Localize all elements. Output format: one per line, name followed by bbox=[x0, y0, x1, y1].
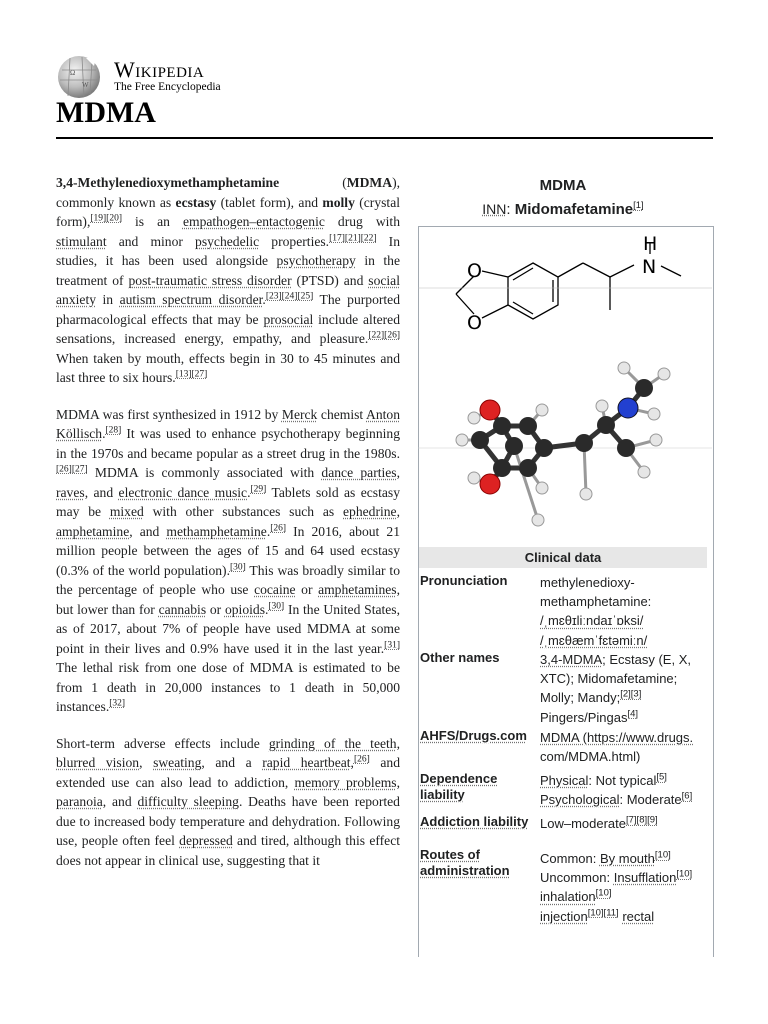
citation[interactable]: [28] bbox=[105, 425, 122, 436]
link-merck[interactable]: Merck bbox=[281, 406, 318, 422]
link-injection[interactable]: injection bbox=[540, 908, 588, 924]
citation[interactable]: [5] bbox=[656, 771, 667, 783]
infobox bbox=[413, 176, 713, 924]
ipa-link[interactable]: /ˌmɛθæmˈfɛtəmiːn/ bbox=[540, 632, 648, 648]
citation[interactable]: [17][21][22] bbox=[329, 232, 377, 243]
page-title: MDMA bbox=[56, 96, 156, 129]
citation[interactable]: [26][27] bbox=[56, 464, 88, 475]
link-opioids[interactable]: opioids bbox=[224, 601, 265, 617]
svg-text:H: H bbox=[643, 233, 658, 255]
puzzle-globe-icon bbox=[56, 54, 102, 100]
row-value: Common: By mouth[10] Uncommon: Insufflation[10] inhalation[10] injection[10][11] rectal bbox=[540, 849, 693, 924]
svg-text:O: O bbox=[467, 260, 482, 282]
row-label[interactable]: Routes of administration bbox=[420, 847, 510, 878]
citation[interactable]: [31] bbox=[384, 639, 400, 650]
article-body bbox=[56, 173, 400, 887]
link-autism[interactable]: autism spectrum disorder bbox=[119, 292, 263, 307]
link-3-4-mdma[interactable]: 3,4-MDMA bbox=[540, 652, 603, 667]
link-physical[interactable]: Physical bbox=[540, 773, 589, 788]
row-label: Pronunciation bbox=[420, 573, 508, 588]
svg-text:Ω: Ω bbox=[70, 69, 76, 77]
citation[interactable]: [7][8][9] bbox=[626, 814, 658, 826]
row-value: Physical: Not typical[5] Psychological: Moderate[6] bbox=[540, 771, 693, 808]
citation[interactable]: [10][11] bbox=[587, 907, 619, 919]
skeletal-formula-image[interactable] bbox=[418, 228, 712, 546]
svg-text:O: O bbox=[467, 312, 482, 334]
link-memory-problems[interactable]: memory problems bbox=[294, 774, 397, 790]
citation[interactable]: [29] bbox=[250, 483, 267, 494]
link-psychological[interactable]: Psychological bbox=[540, 792, 620, 808]
link-cocaine[interactable]: cocaine bbox=[254, 582, 296, 597]
citation[interactable]: [4] bbox=[627, 708, 639, 720]
link-ephedrine[interactable]: ephedrine bbox=[343, 504, 397, 519]
clinical-data-header: Clinical data bbox=[419, 547, 707, 568]
link-edm[interactable]: electronic dance music bbox=[118, 484, 248, 500]
citation[interactable]: [2][3] bbox=[620, 689, 642, 701]
link-paranoia[interactable]: paranoia bbox=[56, 794, 103, 809]
infobox-title: MDMA bbox=[539, 177, 587, 194]
link-inhalation[interactable]: inhalation bbox=[540, 889, 596, 905]
inn-label[interactable]: INN bbox=[482, 201, 507, 217]
citation[interactable]: [10] bbox=[595, 888, 612, 900]
citation[interactable]: [10] bbox=[676, 868, 693, 880]
paragraph-history: MDMA was first synthesized in 1912 by Merck chemist Anton Köllisch.[28] It was used to enhance psychotherapy beginning in the 1970s and became popular as a street drug in the 1980s.[26][27] MDMA is commonly associated with dance parties, raves, and electronic dance music.[29] Tablets sold as ecstasy may be mixed with other substances such as ephedrine, amphetamine, and methamphetamine.[26] In 2016, about 21 million people between the ages of 15 and 64 used ecstasy (0.3% of the world population).[30] This was broadly similar to the percentage of people who use cocaine or amphetamines, but lower than for cannabis or opioids.[30] In the United States, as of 2017, about 7% of people have used MDMA at some point in their lives and 0.9% have used it in the last year.[31] The lethal risk from one dose of MDMA is estimated to be from 1 death in 20,000 instances to 1 death in 50,000 instances.[32] bbox=[56, 406, 401, 714]
paragraph-effects: Short-term adverse effects include grinding of the teeth, blurred vision, sweating, and a rapid heartbeat,[26] and extended use can also lead to addiction, memory problems, paranoia, and difficulty sleeping. Deaths have been reported due to increased body temperature and dehydration. Following use, people often feel depressed and tired, although this effect does not appear in clinical use, suggesting that it bbox=[56, 735, 400, 868]
citation[interactable]: [32] bbox=[109, 698, 126, 709]
link-depressed[interactable]: depressed bbox=[179, 833, 233, 848]
link-ptsd[interactable]: post-traumatic stress disorder bbox=[128, 272, 292, 288]
link-sweating[interactable]: sweating bbox=[153, 755, 202, 770]
link-stimulant[interactable]: stimulant bbox=[56, 233, 107, 249]
link-bruxism[interactable]: grinding of the teeth bbox=[268, 735, 397, 751]
link-psychedelic[interactable]: psychedelic bbox=[195, 233, 260, 249]
link-insufflation[interactable]: Insufflation bbox=[613, 870, 677, 886]
row-label[interactable]: AHFS/Drugs.com bbox=[420, 728, 527, 743]
row-label[interactable]: Addiction liability bbox=[420, 814, 529, 829]
link-raves[interactable]: raves bbox=[56, 484, 85, 500]
row-value[interactable]: MDMA (https://www.drugs. com/MDMA.html) bbox=[540, 730, 694, 765]
citation[interactable]: [19][20] bbox=[90, 213, 123, 224]
row-value: 3,4-MDMA; Ecstasy (E, X, XTC); Midomafetamine; Molly; Mandy;[2][3] Pingers/Pingas[4] bbox=[540, 652, 691, 725]
link-psychotherapy[interactable]: psychotherapy bbox=[276, 253, 356, 268]
infobox-inn: INN: Midomafetamine[1] bbox=[482, 200, 644, 218]
link-rapid-heartbeat[interactable]: rapid heartbeat bbox=[262, 755, 351, 770]
link-difficulty-sleeping[interactable]: difficulty sleeping bbox=[137, 794, 239, 809]
link-social-anxiety[interactable]: social anxiety bbox=[56, 272, 400, 307]
link-empathogen[interactable]: empathogen–entactogenic bbox=[182, 214, 325, 229]
ball-and-stick-model-image bbox=[418, 362, 712, 526]
row-value: methylenedioxy- methamphetamine: /ˌmɛθɪliːndaɪˈɒksi/ /ˌmɛθæmˈfɛtəmiːn/ bbox=[540, 573, 708, 650]
svg-text:W: W bbox=[82, 81, 89, 89]
wordmark: Wikipedia bbox=[114, 57, 205, 82]
link-by-mouth[interactable]: By mouth bbox=[599, 851, 655, 866]
molecule-images bbox=[418, 228, 712, 546]
paragraph-intro: 3,4-Methylenedioxymethamphetamine (MDMA), commonly known as ecstasy (tablet form), and molly (crystal form),[19][20] is an empathogen–entactogenic drug with stimulant and minor psychedelic properties.[17][21][22] In studies, it has been used alongside psychotherapy in the treatment of post-traumatic stress disorder (PTSD) and social anxiety in autism spectrum disorder.[23][24][25] The purported pharmacological effects that may be prosocial include altered sensations, increased energy, empathy, and pleasure.[22][26] When taken by mouth, effects begin in 30 to 45 minutes and last three to six hours.[13][27] bbox=[56, 175, 401, 385]
citation[interactable]: [13][27] bbox=[175, 369, 208, 380]
link-anton-kollisch[interactable]: Anton Köllisch bbox=[56, 406, 400, 441]
citation[interactable]: [1] bbox=[633, 200, 644, 211]
citation[interactable]: [30] bbox=[229, 561, 246, 572]
citation[interactable]: [10] bbox=[654, 849, 671, 861]
link-rectal[interactable]: rectal bbox=[622, 908, 655, 924]
tagline: The Free Encyclopedia bbox=[114, 81, 221, 93]
link-methamphetamine[interactable]: methamphetamine bbox=[166, 523, 267, 539]
link-amphetamines[interactable]: amphetamines bbox=[318, 582, 397, 597]
svg-text:N: N bbox=[642, 256, 657, 278]
inn-value: Midomafetamine bbox=[514, 201, 634, 218]
citation[interactable]: [22][26] bbox=[368, 330, 400, 341]
title-divider bbox=[56, 137, 713, 139]
citation[interactable]: [26] bbox=[353, 754, 370, 765]
citation[interactable]: [23][24][25] bbox=[265, 291, 314, 302]
link-dance-parties[interactable]: dance parties bbox=[321, 465, 397, 480]
citation[interactable]: [26] bbox=[270, 522, 287, 533]
citation[interactable]: [30] bbox=[268, 600, 285, 611]
link-blurred-vision[interactable]: blurred vision bbox=[56, 755, 140, 770]
link-amphetamine[interactable]: amphetamine bbox=[56, 523, 130, 539]
row-label: Other names bbox=[420, 650, 500, 665]
link-mixed[interactable]: mixed bbox=[109, 504, 144, 519]
link-prosocial[interactable]: prosocial bbox=[263, 311, 314, 327]
ipa-link[interactable]: /ˌmɛθɪliːndaɪˈɒksi/ bbox=[540, 613, 644, 629]
row-label[interactable]: Dependence liability bbox=[420, 771, 498, 802]
link-cannabis[interactable]: cannabis bbox=[158, 601, 207, 617]
row-value: Low–moderate[7][8][9] bbox=[540, 814, 658, 831]
citation[interactable]: [6] bbox=[681, 790, 693, 802]
